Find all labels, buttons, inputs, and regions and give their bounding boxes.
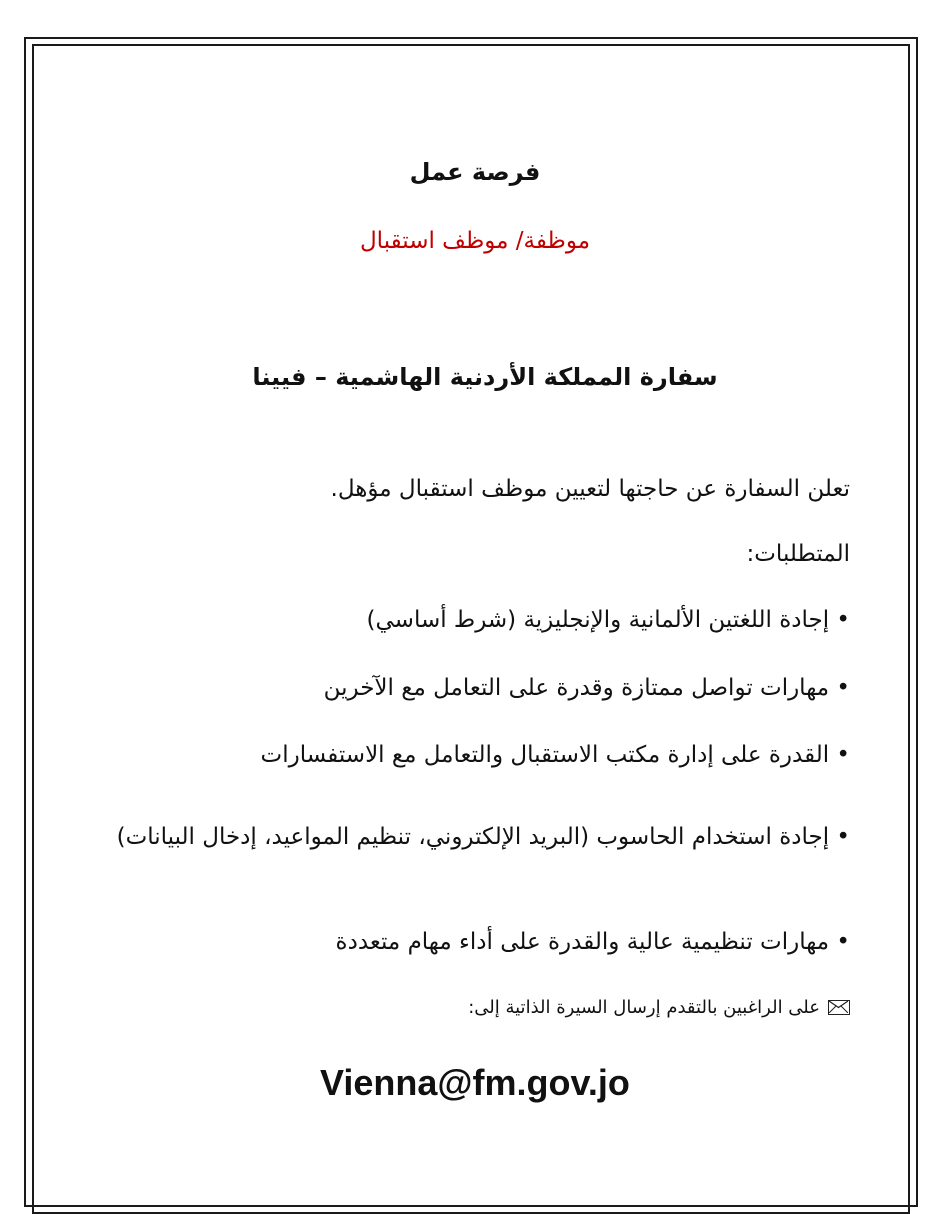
requirement-item: • إجادة اللغتين الألمانية والإنجليزية (شرط أساسي)	[366, 607, 850, 633]
page-title: فرصة عمل	[409, 158, 541, 186]
embassy-heading: سفارة المملكة الأردنية الهاشمية – فيينا	[252, 363, 718, 391]
requirement-item: • مهارات تنظيمية عالية والقدرة على أداء مهام متعددة	[335, 929, 850, 955]
job-subtitle: موظفة/ موظف استقبال	[359, 228, 591, 254]
apply-note-text: على الراغبين بالتقدم إرسال السيرة الذاتية إلى:	[468, 997, 820, 1018]
requirement-item: • القدرة على إدارة مكتب الاستقبال والتعامل مع الاستفسارات	[260, 742, 850, 768]
intro-text: تعلن السفارة عن حاجتها لتعيين موظف استقبال مؤهل.	[330, 476, 850, 502]
email-address[interactable]: Vienna@fm.gov.jo	[320, 1062, 630, 1103]
apply-note	[60, 997, 850, 1018]
envelope-icon	[828, 1000, 850, 1015]
requirements-heading: المتطلبات:	[746, 541, 850, 567]
requirement-item: • مهارات تواصل ممتازة وقدرة على التعامل مع الآخرين	[323, 675, 850, 701]
requirement-item: • إجادة استخدام الحاسوب (البريد الإلكتروني، تنظيم المواعيد، إدخال البيانات)	[116, 824, 850, 850]
